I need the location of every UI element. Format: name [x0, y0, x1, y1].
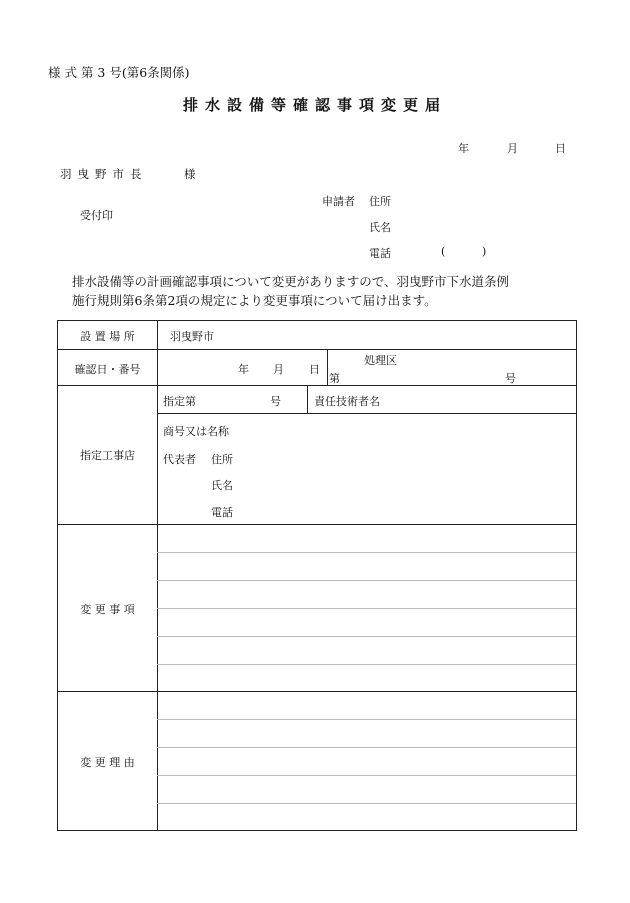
change-reason-line-3 — [157, 775, 576, 776]
row-divider-2 — [58, 385, 576, 386]
change-item-line-1 — [157, 552, 576, 553]
change-item-line-3 — [157, 608, 576, 609]
change-item-line-5 — [157, 664, 576, 665]
district-divider — [327, 349, 328, 385]
location-label: 設 置 場 所 — [80, 330, 135, 343]
location-value[interactable]: 羽曳野市 — [170, 330, 214, 343]
designated-suffix: 号 — [270, 395, 281, 408]
row-divider-1 — [58, 349, 576, 350]
row-divider-5 — [58, 691, 576, 692]
rep-label: 代表者 — [163, 453, 196, 466]
addressee-honorific: 様 — [184, 167, 196, 181]
engineer-divider — [307, 385, 308, 413]
engineer-label: 責任技術者名 — [314, 395, 380, 408]
date-month-label: 月 — [507, 142, 518, 155]
body-text-line1: 排水設備等の計画確認事項について変更がありますので、羽曳野市下水道条例 — [72, 274, 510, 289]
date-year-label: 年 — [458, 142, 469, 155]
change-item-line-4 — [157, 636, 576, 637]
number-suffix: 号 — [505, 372, 516, 385]
page-title: 排水設備等確認事項変更届 — [182, 96, 447, 114]
company-label: 商号又は名称 — [163, 425, 229, 438]
change-reason-line-4 — [157, 803, 576, 804]
confirm-day: 日 — [309, 363, 320, 376]
addressee-name: 羽曳野市長 — [60, 167, 148, 181]
confirm-month: 月 — [273, 363, 284, 376]
designated-prefix: 指定第 — [163, 395, 196, 408]
body-text-line2: 施行規則第6条第2項の規定により変更事項について届け出ます。 — [72, 293, 437, 308]
form-table — [57, 320, 577, 831]
rep-address-label: 住所 — [211, 453, 233, 466]
confirm-year: 年 — [238, 363, 249, 376]
applicant-phone-label: 電話 — [369, 247, 391, 260]
confirm-label: 確認日・番号 — [74, 363, 141, 376]
change-reason-line-2 — [157, 747, 576, 748]
change-reason-label: 変 更 理 由 — [80, 756, 135, 769]
rep-name-label: 氏名 — [211, 479, 233, 492]
form-id: 様 式 第 3 号(第6条関係) — [48, 65, 190, 80]
number-prefix: 第 — [329, 372, 340, 385]
date-day-label: 日 — [555, 142, 566, 155]
label-column-divider — [157, 321, 158, 830]
district-label: 処理区 — [364, 354, 397, 367]
change-reason-line-1 — [157, 719, 576, 720]
phone-close-paren: ) — [482, 245, 487, 258]
row-divider-3 — [157, 413, 576, 414]
applicant-name-label: 氏名 — [369, 221, 391, 234]
change-item-line-2 — [157, 580, 576, 581]
contractor-label: 指定工事店 — [80, 449, 135, 462]
applicant-label: 申請者 — [322, 195, 355, 208]
change-items-label: 変 更 事 項 — [80, 603, 135, 616]
receipt-stamp-label: 受付印 — [80, 209, 113, 222]
row-divider-4 — [58, 524, 576, 525]
phone-open-paren: ( — [441, 245, 446, 258]
applicant-address-label: 住所 — [369, 195, 391, 208]
rep-phone-label: 電話 — [211, 506, 233, 519]
